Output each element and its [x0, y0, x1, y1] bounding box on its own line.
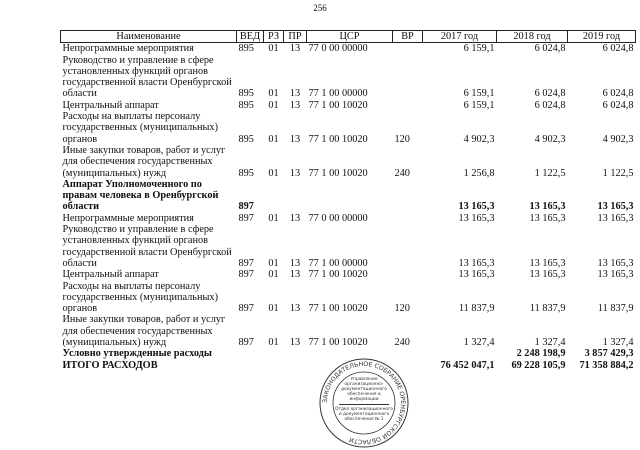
- cell-y2017: 6 159,1: [463, 99, 495, 111]
- cell-y2019: 1 122,5: [602, 167, 634, 179]
- cell-name: Расходы на выплаты персоналу государственных (муниципальных) органов: [62, 111, 219, 145]
- cell-pr: 13: [289, 88, 301, 100]
- cell-rz: 01: [268, 303, 279, 315]
- cell-ved: 897: [238, 201, 254, 213]
- cell-name: Центральный аппарат: [62, 269, 159, 281]
- cell-rz: 01: [268, 88, 279, 100]
- cell-y2019: 71 358 884,2: [579, 359, 634, 371]
- table-row: [61, 179, 636, 213]
- cell-pr: 13: [289, 133, 301, 145]
- cell-pr: 13: [289, 257, 301, 269]
- header-rz: РЗ: [264, 31, 284, 43]
- cell-y2017: 13 165,3: [458, 212, 495, 224]
- cell-ved: 895: [238, 88, 254, 100]
- cell-y2018: 4 902,3: [534, 133, 566, 145]
- cell-y2018: 1 122,5: [534, 167, 566, 179]
- cell-y2018: 13 165,3: [529, 201, 566, 213]
- table-row: [61, 100, 636, 111]
- cell-csr: 77 1 00 10020: [308, 167, 368, 179]
- cell-rz: 01: [268, 269, 279, 281]
- cell-csr: 77 1 00 10020: [308, 337, 368, 349]
- cell-pr: 13: [289, 99, 301, 111]
- cell-y2017: 13 165,3: [458, 201, 495, 213]
- cell-y2017: 1 256,8: [463, 167, 495, 179]
- cell-vr: [393, 224, 423, 269]
- cell-csr: 77 1 00 10020: [308, 303, 368, 315]
- cell-y2019: 4 902,3: [602, 133, 634, 145]
- table-row: [61, 55, 636, 100]
- cell-pr: 13: [289, 269, 301, 281]
- table-row: [61, 314, 636, 348]
- cell-rz: 01: [268, 212, 279, 224]
- header-pr: ПР: [284, 31, 307, 43]
- cell-y2019: 13 165,3: [597, 269, 634, 281]
- cell-y2019: 6 024,8: [602, 99, 634, 111]
- table-row: [61, 213, 636, 224]
- cell-pr: 13: [289, 303, 301, 315]
- cell-y2018: 6 024,8: [534, 43, 566, 55]
- cell-y2019: 6 024,8: [602, 88, 634, 100]
- cell-ved: 897: [238, 269, 254, 281]
- cell-y2017: 11 837,9: [458, 303, 495, 315]
- header-2019: 2019 год: [568, 31, 636, 43]
- cell-csr: 77 1 00 00000: [308, 88, 368, 100]
- cell-csr: 77 1 00 10020: [308, 133, 368, 145]
- cell-pr: [284, 360, 307, 371]
- cell-vr: [393, 269, 423, 280]
- cell-name: Аппарат Уполномоченного по правам человека в Оренбургской области: [62, 178, 219, 213]
- table-row: [61, 145, 636, 179]
- table-row: [61, 224, 636, 269]
- cell-y2017: 4 902,3: [463, 133, 495, 145]
- table-row: [61, 281, 636, 315]
- header-ved: ВЕД: [237, 31, 264, 43]
- cell-y2017: 76 452 047,1: [440, 359, 495, 371]
- cell-name: Руководство и управление в сфере установленных функций органов государственной власти Оренбургской области: [62, 224, 232, 269]
- cell-y2018: 1 327,4: [534, 337, 566, 349]
- official-stamp: [318, 357, 410, 449]
- table-header-row: [61, 31, 636, 43]
- cell-name: Непрограммные мероприятия: [62, 212, 194, 224]
- cell-vr: [393, 55, 423, 100]
- header-2018: 2018 год: [497, 31, 568, 43]
- table-row: [61, 269, 636, 280]
- table-row: [61, 111, 636, 145]
- cell-y2018: 6 024,8: [534, 88, 566, 100]
- stamp-ring-text: ЗАКОНОДАТЕЛЬНОЕ СОБРАНИЕ ОРЕНБУРГСКОЙ ОБЛАСТИ: [321, 360, 407, 446]
- cell-csr: 77 1 00 10020: [308, 99, 368, 111]
- cell-rz: 01: [268, 43, 279, 55]
- cell-y2018: 13 165,3: [529, 212, 566, 224]
- cell-y2018: 2 248 198,9: [516, 348, 566, 360]
- cell-y2019: 13 165,3: [597, 212, 634, 224]
- budget-table: [60, 30, 636, 371]
- cell-name: ИТОГО РАСХОДОВ: [62, 359, 158, 371]
- table-row: [61, 43, 636, 55]
- cell-vr: [393, 179, 423, 213]
- cell-name: Непрограммные мероприятия: [62, 43, 194, 55]
- cell-name: Условно утвержденные расходы: [62, 348, 212, 360]
- cell-y2018: 13 165,3: [529, 269, 566, 281]
- stamp-lower-text: Отдел организационного и документационного обеспечения № 1: [335, 407, 393, 422]
- cell-y2019: 13 165,3: [597, 201, 634, 213]
- cell-rz: [264, 360, 284, 371]
- cell-name: Центральный аппарат: [62, 99, 159, 111]
- cell-y2019: 13 165,3: [597, 257, 634, 269]
- cell-name: Расходы на выплаты персоналу государственных (муниципальных) органов: [62, 280, 219, 315]
- cell-rz: 01: [268, 257, 279, 269]
- cell-y2018: 69 228 105,9: [511, 359, 566, 371]
- cell-rz: [264, 348, 284, 359]
- cell-ved: 897: [238, 257, 254, 269]
- cell-ved: [237, 348, 264, 359]
- cell-rz: 01: [268, 167, 279, 179]
- cell-rz: [264, 179, 284, 213]
- cell-vr: [393, 213, 423, 224]
- cell-y2019: 6 024,8: [602, 43, 634, 55]
- cell-y2017: 6 159,1: [463, 43, 495, 55]
- cell-y2018: 11 837,9: [529, 303, 566, 315]
- cell-ved: 895: [238, 133, 254, 145]
- cell-ved: 895: [238, 43, 254, 55]
- cell-vr: 240: [394, 337, 410, 349]
- cell-vr: 240: [394, 167, 410, 179]
- stamp-upper-text: Управление организационно-документационного обеспечения и информации: [340, 377, 388, 402]
- cell-y2019: 3 857 429,3: [584, 348, 634, 360]
- cell-pr: [284, 179, 307, 213]
- cell-name: Иные закупки товаров, работ и услуг для обеспечения государственных (муниципальных) нужд: [62, 144, 226, 179]
- cell-csr: 77 0 00 00000: [308, 212, 368, 224]
- cell-rz: 01: [268, 337, 279, 349]
- page-number: 256: [313, 3, 327, 13]
- cell-csr: 77 1 00 00000: [308, 257, 368, 269]
- cell-y2018: 13 165,3: [529, 257, 566, 269]
- cell-csr: [307, 179, 393, 213]
- cell-rz: 01: [268, 99, 279, 111]
- cell-y2017: [423, 348, 497, 359]
- cell-pr: [284, 348, 307, 359]
- cell-y2017: 6 159,1: [463, 88, 495, 100]
- cell-vr: [393, 100, 423, 111]
- cell-vr: 120: [394, 303, 410, 315]
- cell-csr: 77 1 00 10020: [308, 269, 368, 281]
- cell-vr: [393, 43, 423, 55]
- cell-name: Иные закупки товаров, работ и услуг для обеспечения государственных (муниципальных) нужд: [62, 314, 226, 349]
- cell-ved: 895: [238, 167, 254, 179]
- cell-ved: [237, 360, 264, 371]
- header-name: Наименование: [61, 31, 237, 43]
- cell-y2017: 13 165,3: [458, 269, 495, 281]
- cell-pr: 13: [289, 337, 301, 349]
- cell-name: Руководство и управление в сфере установленных функций органов государственной власти Оренбургской области: [62, 54, 232, 100]
- cell-y2017: 1 327,4: [463, 337, 495, 349]
- cell-pr: 13: [289, 43, 301, 55]
- cell-y2017: 13 165,3: [458, 257, 495, 269]
- header-csr: ЦСР: [307, 31, 393, 43]
- header-2017: 2017 год: [423, 31, 497, 43]
- cell-y2019: 11 837,9: [597, 303, 634, 315]
- cell-vr: 120: [394, 133, 410, 145]
- cell-y2018: 6 024,8: [534, 99, 566, 111]
- cell-rz: 01: [268, 133, 279, 145]
- cell-pr: 13: [289, 167, 301, 179]
- cell-y2019: 1 327,4: [602, 337, 634, 349]
- cell-csr: 77 0 00 00000: [308, 43, 368, 55]
- cell-ved: 895: [238, 99, 254, 111]
- cell-pr: 13: [289, 212, 301, 224]
- header-vr: ВР: [393, 31, 423, 43]
- cell-ved: 897: [238, 303, 254, 315]
- cell-ved: 897: [238, 212, 254, 224]
- cell-ved: 897: [238, 337, 254, 349]
